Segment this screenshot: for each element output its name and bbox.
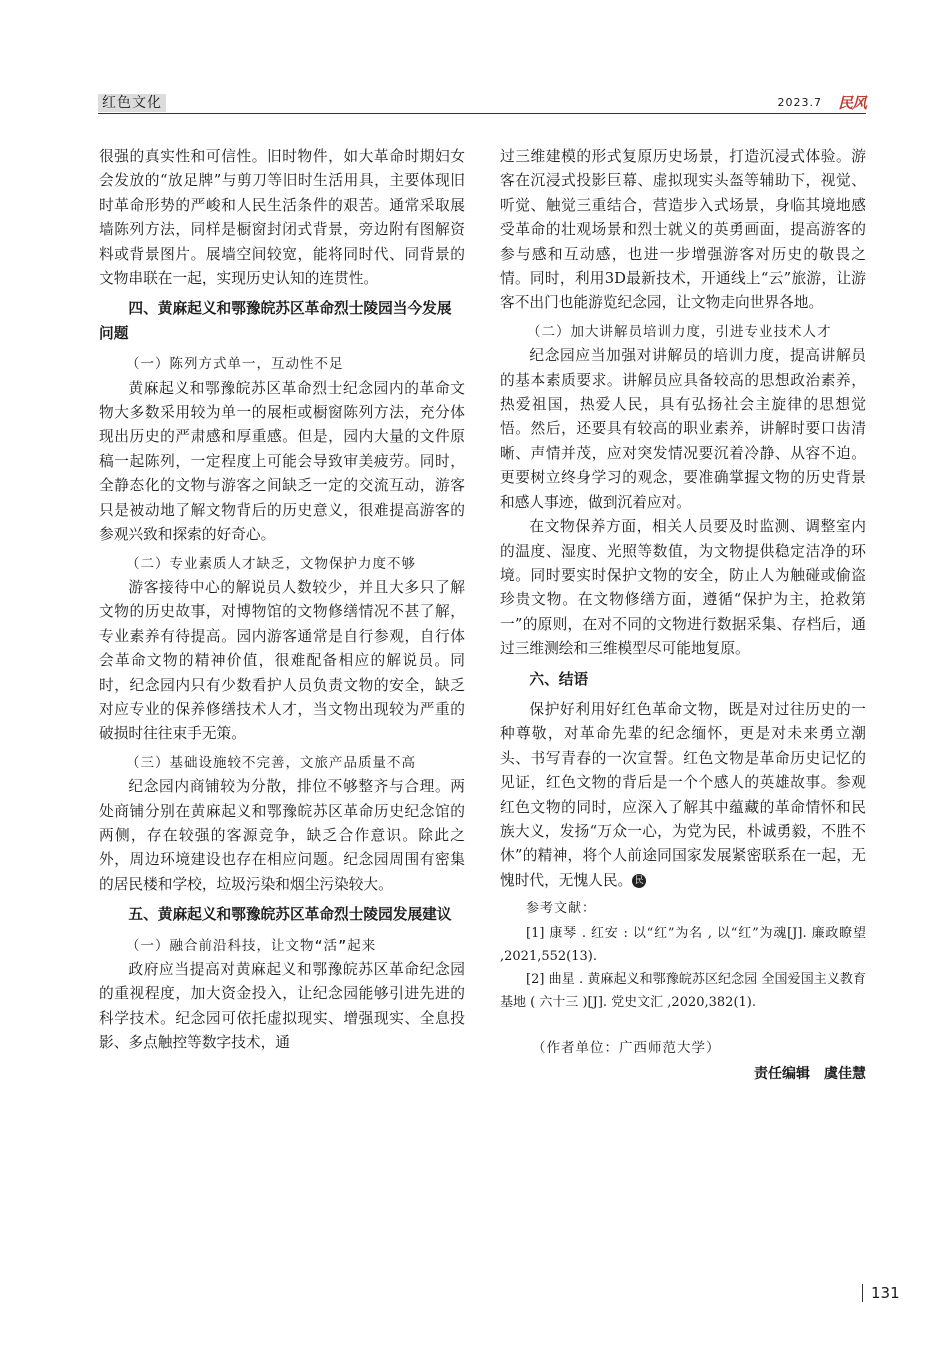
paragraph: 很强的真实性和可信性。旧时物件，如大革命时期妇女会发放的“放足牌”与剪刀等旧时生活用具，主要体现旧时革命形势的严峻和人民生活条件的艰苦。通常采取展墙陈列方法，同样是橱窗封闭式背景，旁边附有图解资料或背景图片。展墙空间较宽，能将同时代、同背景的文物串联在一起，实现历史认知的连贯性。 [99,148,465,288]
page-number: 131 [862,1284,900,1302]
author-affiliation: （作者单位：广西师范大学） [532,1039,721,1056]
left-column [99,145,465,1056]
subsection-heading: （三）基础设施较不完善，文旅产品质量不高 [126,754,416,771]
paragraph: 黄麻起义和鄂豫皖苏区革命烈士纪念园内的革命文物大多数采用较为单一的展柜或橱窗陈列方法，充分体现出历史的严肃感和厚重感。但是，园内大量的文件原稿一起陈列，一定程度上可能会导致审美疲劳。同时，全静态化的文物与游客之间缺乏一定的交流互动，游客只是被动地了解文物背后的历史意义，很难提高游客的参观兴致和探索的好奇心。 [99,379,465,544]
paragraph: 纪念园应当加强对讲解员的培训力度，提高讲解员的基本素质要求。讲解员应具备较高的思想政治素养，热爱祖国，热爱人民，具有弘扬社会主旋律的思想觉悟。然后，还要具有较高的职业素养，讲解时要口齿清晰、声情并茂，应对突发情况要沉着冷静、从容不迫。更要树立终身学习的观念，要准确掌握文物的历史背景和感人事迹，做到沉着应对。 [500,347,866,511]
paragraph: 过三维建模的形式复原历史场景，打造沉浸式体验。游客在沉浸式投影巨幕、虚拟现实头盔等辅助下，视觉、听觉、触觉三重结合，营造步入式场景，身临其境地感受革命的壮观场景和烈士就义的英勇画面，提高游客的参与感和互动感，也进一步增强游客对历史的敬畏之情。同时，利用3D最新技术，开通线上“云”旅游，让游客不出门也能游览纪念园，让文物走向世界各地。 [500,148,866,312]
end-mark-icon: 民 [632,874,646,888]
paragraph: 游客接待中心的解说员人数较少，并且大多只了解文物的历史故事，对博物馆的文物修缮情况不甚了解，专业素养有待提高。园内游客通常是自行参观，自行体会革命文物的精神价值，很难配备相应的解说员。同时，纪念园内只有少数看护人员负责文物的安全，缺乏对应专业的保养修缮技术人才，当文物出现较为严重的破损时往往束手无策。 [99,578,465,743]
running-header [98,94,866,114]
section-heading-6: 六、结语 [529,670,589,688]
magazine-logo: 民风 [837,94,866,112]
reference-item: [2] 曲星 . 黄麻起义和鄂豫皖苏区纪念园 全国爱国主义教育基地 ( 六十三 )[J]. 党史文汇 ,2020,382(1). [500,971,866,1010]
reference-item: [1] 康琴 . 红安 : 以“红”为名 , 以“红”为魂[J]. 廉政瞭望 ,2021,552(13). [500,925,866,964]
subsection-heading: （二）加大讲解员培训力度，引进专业技术人才 [527,323,832,340]
responsible-editor: 责任编辑 虞佳慧 [754,1066,866,1082]
subsection-heading: （一）融合前沿科技，让文物“活”起来 [126,937,377,954]
subsection-heading: （二）专业素质人才缺乏，文物保护力度不够 [126,555,416,572]
subsection-heading: （一）陈列方式单一，互动性不足 [126,356,344,373]
conclusion-text: 保护好利用好红色革命文物，既是对过往历史的一种尊敬，对革命先辈的纪念缅怀，更是对未来勇立潮头、书写青春的一次宣誓。红色文物是革命历史记忆的见证，红色文物的背后是一个个感人的英雄故事。参观红色文物的同时，应深入了解其中蕴藏的革命情怀和民族大义，发扬“万众一心，为党为民，朴诚勇毅，不胜不休”的精神，将个人前途同国家发展紧密联系在一起，无愧时代，无愧人民。 [500,700,866,889]
paragraph: 在文物保养方面，相关人员要及时监测、调整室内的温度、湿度、光照等数值，为文物提供稳定洁净的环境。同时要实时保护文物的安全，防止人为触碰或偷盗珍贵文物。在文物修缮方面，遵循“保护为主，抢救第一”的原则，在对不同的文物进行数据采集、存档后，通过三维测绘和三维模型尽可能地复原。 [500,518,866,658]
header-rule [98,113,866,114]
paragraph: 纪念园内商铺较为分散，排位不够整齐与合理。两处商铺分别在黄麻起义和鄂豫皖苏区革命历史纪念馆的两侧，存在较强的客源竞争，缺乏合作意识。除此之外，周边环境建设也存在相应问题。纪念园周围有密集的居民楼和学校，垃圾污染和烟尘污染较大。 [99,778,465,893]
paragraph: 政府应当提高对黄麻起义和鄂豫皖苏区革命纪念园的重视程度，加大资金投入，让纪念园能够引进先进的科学技术。纪念园可依托虚拟现实、增强现实、全息投影、多点触控等数字技术，通 [99,961,465,1052]
section-heading-5: 五、黄麻起义和鄂豫皖苏区革命烈士陵园发展建议 [128,906,452,924]
references-title: 参考文献： [526,901,597,917]
issue-date: 2023.7 [777,96,822,109]
right-column [500,145,866,1086]
section-label: 红色文化 [98,94,166,112]
paragraph [500,698,866,893]
section-heading-4: 四、黄麻起义和鄂豫皖苏区革命烈士陵园当今发展问题 [99,300,452,342]
